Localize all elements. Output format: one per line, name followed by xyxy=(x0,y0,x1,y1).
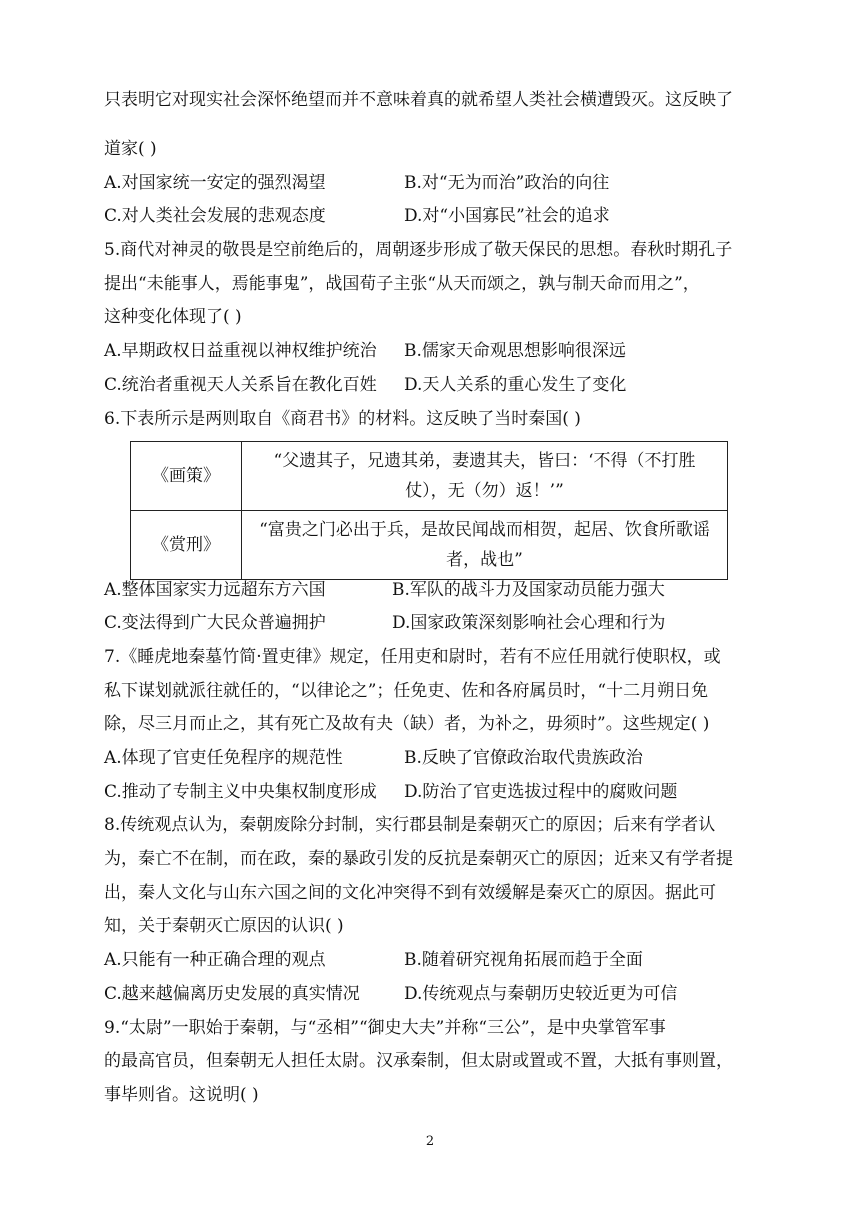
quote-line: 者，战也” xyxy=(446,550,523,570)
q8-option-a[interactable]: A.只能有一种正确合理的观点 xyxy=(104,950,326,970)
q4-option-a[interactable]: A.对国家统一安定的强烈渴望 xyxy=(104,173,326,193)
q8-option-c[interactable]: C.越来越偏离历史发展的真实情况 xyxy=(104,984,360,1004)
q4-stem-line-1: 只表明它对现实社会深怀绝望而并不意味着真的就希望人类社会横遭毁灭。这反映了 xyxy=(104,90,733,110)
q5-stem-line-2: 提出“未能事人，焉能事鬼”，战国荀子主张“从天而颂之，孰与制天命而用之”， xyxy=(104,274,700,294)
q6-option-c[interactable]: C.变法得到广大民众普遍拥护 xyxy=(104,613,326,633)
table-row xyxy=(131,511,728,580)
q8-stem-line-4: 知，关于秦朝灭亡原因的认识( ) xyxy=(104,916,344,936)
q8-option-d[interactable]: D.传统观点与秦朝历史较近更为可信 xyxy=(404,984,678,1004)
q7-option-b[interactable]: B.反映了官僚政治取代贵族政治 xyxy=(404,748,643,768)
table-cell-source-name: 《赏刑》 xyxy=(131,511,242,580)
q6-option-a[interactable]: A.整体国家实力远超东方六国 xyxy=(104,580,326,600)
q7-option-c[interactable]: C.推动了专制主义中央集权制度形成 xyxy=(104,782,377,802)
table-cell-source-name: 《画策》 xyxy=(131,442,242,511)
table-cell-quote xyxy=(242,442,728,511)
q5-option-c[interactable]: C.统治者重视天人关系旨在教化百姓 xyxy=(104,375,377,395)
q6-stem: 6.下表所示是两则取自《商君书》的材料。这反映了当时秦国( ) xyxy=(104,409,581,429)
q4-stem-line-2: 道家( ) xyxy=(104,139,157,159)
q9-stem-line-1: 9.“太尉”一职始于秦朝，与“丞相”“御史大夫”并称“三公”，是中央掌管军事 xyxy=(104,1018,666,1038)
q8-stem-line-3: 出，秦人文化与山东六国之间的文化冲突得不到有效缓解是秦灭亡的原因。据此可 xyxy=(104,883,716,903)
q4-option-c[interactable]: C.对人类社会发展的悲观态度 xyxy=(104,206,326,226)
q5-option-b[interactable]: B.儒家天命观思想影响很深远 xyxy=(404,341,626,361)
quote-line: “富贵之门必出于兵，是故民闻战而相贺，起居、饮食所歌谣 xyxy=(259,520,710,540)
page-number: 2 xyxy=(425,1134,435,1149)
quote-line: “父遗其子，兄遗其弟，妻遗其夫，皆曰：‘不得（不打胜 xyxy=(273,451,696,471)
q5-stem-line-3: 这种变化体现了( ) xyxy=(104,307,242,327)
q7-stem-line-1: 7.《睡虎地秦墓竹简·置吏律》规定，任用吏和尉时，若有不应任用就行使职权，或 xyxy=(104,647,721,667)
quote-line: 仗），无（勿）返！’” xyxy=(405,481,564,501)
q8-stem-line-2: 为，秦亡不在制，而在政，秦的暴政引发的反抗是秦朝灭亡的原因；近来又有学者提 xyxy=(104,849,733,869)
q5-option-a[interactable]: A.早期政权日益重视以神权维护统治 xyxy=(104,341,377,361)
q6-option-b[interactable]: B.军队的战斗力及国家动员能力强大 xyxy=(392,580,665,600)
q9-stem-line-2: 的最高官员，但秦朝无人担任太尉。汉承秦制，但太尉或置或不置，大抵有事则置， xyxy=(104,1051,733,1071)
q5-stem-line-1: 5.商代对神灵的敬畏是空前绝后的，周朝逐步形成了敬天保民的思想。春秋时期孔子 xyxy=(104,240,733,260)
q8-stem-line-1: 8.传统观点认为，秦朝废除分封制，实行郡县制是秦朝灭亡的原因；后来有学者认 xyxy=(104,815,716,835)
q7-stem-line-3: 除，尽三月而止之，其有死亡及故有夬（缺）者，为补之，毋须时”。这些规定( ) xyxy=(104,714,710,734)
table-row xyxy=(131,442,728,511)
q6-source-table xyxy=(130,441,728,580)
q4-option-b[interactable]: B.对“无为而治”政治的向往 xyxy=(404,173,610,193)
q4-option-d[interactable]: D.对“小国寡民”社会的追求 xyxy=(404,206,610,226)
q7-option-a[interactable]: A.体现了官吏任免程序的规范性 xyxy=(104,748,343,768)
q5-option-d[interactable]: D.天人关系的重心发生了变化 xyxy=(404,375,627,395)
q6-option-d[interactable]: D.国家政策深刻影响社会心理和行为 xyxy=(392,613,666,633)
q7-option-d[interactable]: D.防治了官吏选拔过程中的腐败问题 xyxy=(404,782,678,802)
table-cell-quote xyxy=(242,511,728,580)
q9-stem-line-3: 事毕则省。这说明( ) xyxy=(104,1085,259,1105)
q7-stem-line-2: 私下谋划就派往就任的，“以律论之”；任免吏、佐和各府属员时，“十二月朔日免 xyxy=(104,681,709,701)
q8-option-b[interactable]: B.随着研究视角拓展而趋于全面 xyxy=(404,950,643,970)
